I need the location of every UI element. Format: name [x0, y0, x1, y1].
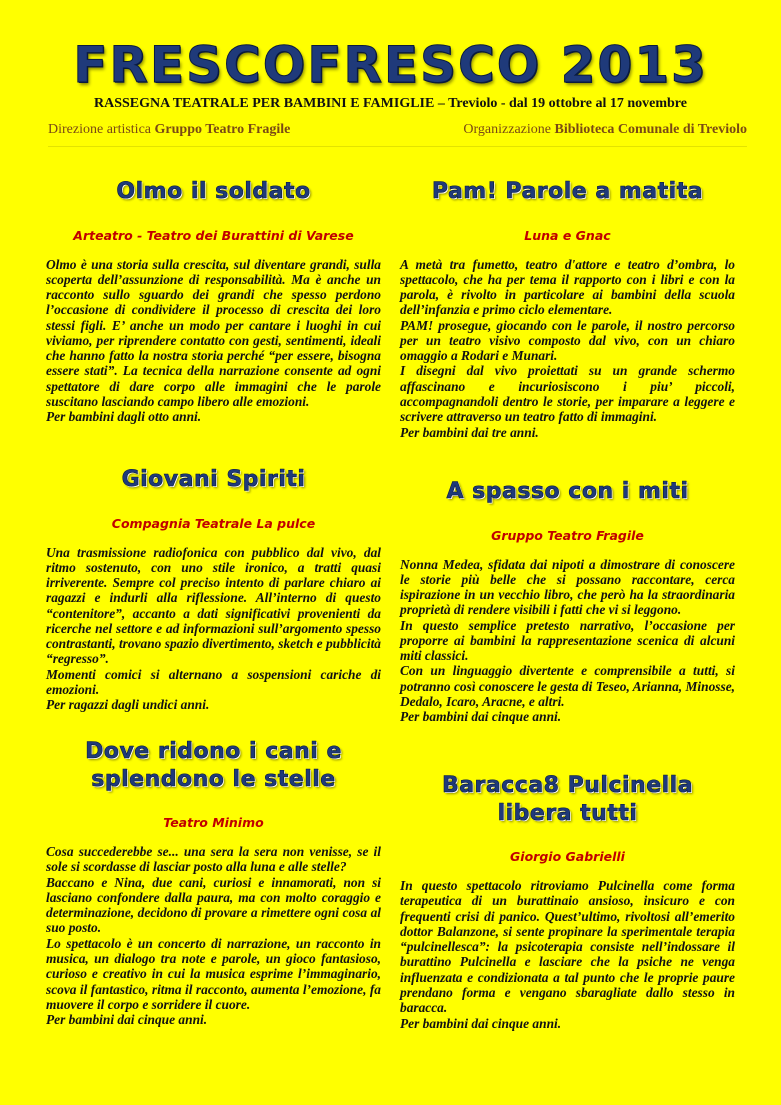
- desc-paragraph: In questo semplice pretesto narrativo, l’occasione per proporre ai bambini la rappresentazione scenica di alcuni miti classici.: [400, 617, 735, 664]
- show-title: Pam! Parole a matita: [431, 179, 704, 204]
- show-dove-ridono: [46, 738, 381, 1027]
- show-title: Giovani Spiriti: [121, 467, 306, 492]
- page-header: [0, 0, 781, 147]
- desc-paragraph: Una trasmissione radiofonica con pubblico dal vivo, dal ritmo sostenuto, con uno stile ironico, a tratti quasi irriverente. Sempre col preciso intento di parlare chiaro ai ragazzi e indurli alla riflessione. All’interno di questo “contenitore”, accanto a dati significativi provenienti da ricerche nel settore e ad informazioni sull’argomento spesso contrastanti, trovano spazio divertimento, sketch e pubblicità “regresso”.: [46, 544, 381, 667]
- left-column: [46, 178, 381, 1039]
- show-baracca8: [400, 772, 735, 1031]
- show-description: [46, 844, 381, 1027]
- desc-paragraph: Cosa succederebbe se... una sera la sera non venisse, se il sole si scordasse di lasciar posto alla luna e alle stelle?: [46, 844, 381, 875]
- desc-paragraph: Lo spettacolo è un concerto di narrazione, un racconto in musica, un dialogo tra note e parole, un gioco fantasioso, curioso e creativo in cui la musica esprime l’immaginario, scova il fantastico, ritma il racconto, aumenta l’emozione, fa muovere il corpo e sorridere il cuore.: [46, 935, 381, 1012]
- desc-paragraph: Baccano e Nina, due cani, curiosi e innamorati, non si lasciano confondere dalla paura, ma con molto coraggio e determinazione, decidono di provare a rimettere ogni cosa al suo posto.: [46, 874, 381, 936]
- desc-paragraph: Con un linguaggio divertente e comprensibile a tutti, si potranno così conoscere le gesta di Teseo, Arianna, Minosse, Dedalo, Icaro, Aracne, e altri.: [400, 663, 735, 710]
- show-title: Dove ridono i cani e splendono le stelle: [85, 739, 342, 792]
- desc-paragraph: Per bambini dai cinque anni.: [400, 709, 562, 725]
- show-company: Gruppo Teatro Fragile: [491, 527, 644, 543]
- desc-paragraph: In questo spettacolo ritroviamo Pulcinella come forma terapeutica di un burattinaio ansioso, insicuro e con frequenti crisi di panico. Quest’ultimo, rivoltosi all’emerito dottor Balanzone, si sente propinare la sperimentale terapia “pulcinellesca”: la psicoterapia consiste nell’indossare il burattino Pulcinella e lasciare che la psiche ne venga influenzata e condizionata a tal punto che le proprie paure prendano forma e vengano sbaragliate dallo stesso in baracca.: [400, 878, 735, 1016]
- show-title: Olmo il soldato: [116, 179, 311, 204]
- direction-name: Gruppo Teatro Fragile: [154, 122, 291, 137]
- show-company: Giorgio Gabrielli: [510, 849, 625, 864]
- desc-paragraph: Momenti comici si alternano a sospensioni cariche di emozioni.: [46, 666, 381, 698]
- festival-subtitle: RASSEGNA TEATRALE PER BAMBINI E FAMIGLIE – Treviolo - dal 19 ottobre al 17 novembre: [94, 96, 687, 111]
- show-giovani-spiriti: [46, 466, 381, 730]
- desc-paragraph: PAM! prosegue, giocando con le parole, il nostro percorso per un teatro visivo composto dal vivo, con un chiaro omaggio a Rodari e Munari.: [400, 317, 735, 364]
- show-title: Baracca8 Pulcinella libera tutti: [441, 773, 694, 826]
- show-a-spasso: [400, 478, 735, 764]
- program-columns: [46, 178, 735, 1039]
- credits-row: [48, 122, 747, 147]
- desc-paragraph: I disegni dal vivo proiettati su un grande schermo affascinano e incuriosiscono i piu’ piccoli, accompagnandoli dentro le storie, per imparare a leggere e scrivere attraverso un teatro fatto di immagini.: [400, 363, 735, 425]
- right-column: [400, 178, 735, 1039]
- show-description: [400, 878, 735, 1031]
- organization: [463, 122, 747, 138]
- show-company: Teatro Minimo: [163, 815, 264, 830]
- show-olmo: [46, 178, 381, 458]
- organization-label: Organizzazione: [463, 122, 551, 137]
- artistic-direction: [48, 122, 290, 138]
- show-company: Arteatro - Teatro dei Burattini di Varese: [73, 227, 354, 243]
- desc-paragraph: Olmo è una storia sulla crescita, sul diventare grandi, sulla scoperta dell’assunzione di responsabilità. Ma è anche un racconto sullo sguardo dei grandi che spesso perdono l’occasione di condividere il processo di crescita dei loro stessi figli. E’ anche un modo per cantare i luoghi in cui viviamo, per riprendere contatto con gesti, sentimenti, ideali che hanno fatto la nostra storia perché “per essere, bisogna essere stati”. La tecnica della narrazione consente ad ogni spettatore di dare corpo alle immagini che le parole suscitano lasciando campo libero alle emozioni.: [46, 256, 381, 410]
- desc-paragraph: Per ragazzi dagli undici anni.: [46, 697, 210, 713]
- show-pam: [400, 178, 735, 470]
- show-company: Luna e Gnac: [524, 227, 611, 243]
- desc-paragraph: Nonna Medea, sfidata dai nipoti a dimostrare di conoscere le storie più belle che si possano raccontare, cerca ispirazione in un vecchio libro, che però ha la straordinaria proprietà di rendere visibili i fatti che vi si leggono.: [400, 556, 735, 618]
- show-title: A spasso con i miti: [446, 479, 689, 504]
- desc-paragraph: Per bambini dai cinque anni.: [400, 1015, 562, 1031]
- show-description: [400, 257, 735, 440]
- desc-paragraph: Per bambini dagli otto anni.: [46, 409, 202, 425]
- direction-label: Direzione artistica: [48, 122, 152, 137]
- desc-paragraph: Per bambini dai cinque anni.: [46, 1012, 208, 1028]
- festival-title: FRESCOFRESCO 2013: [73, 36, 708, 94]
- desc-paragraph: Per bambini dai tre anni.: [400, 424, 539, 440]
- show-description: [400, 557, 735, 725]
- desc-paragraph: A metà tra fumetto, teatro d'attore e teatro d’ombra, lo spettacolo, che ha per tema il rapporto con i libri e con la parola, è rivolto in particolare ai bambini della scuola dell’infanzia e primo ciclo elementare.: [400, 256, 735, 318]
- show-description: [46, 257, 381, 425]
- show-company: Compagnia Teatrale La pulce: [111, 515, 316, 531]
- organization-name: Biblioteca Comunale di Treviolo: [554, 122, 747, 137]
- show-description: [46, 545, 381, 713]
